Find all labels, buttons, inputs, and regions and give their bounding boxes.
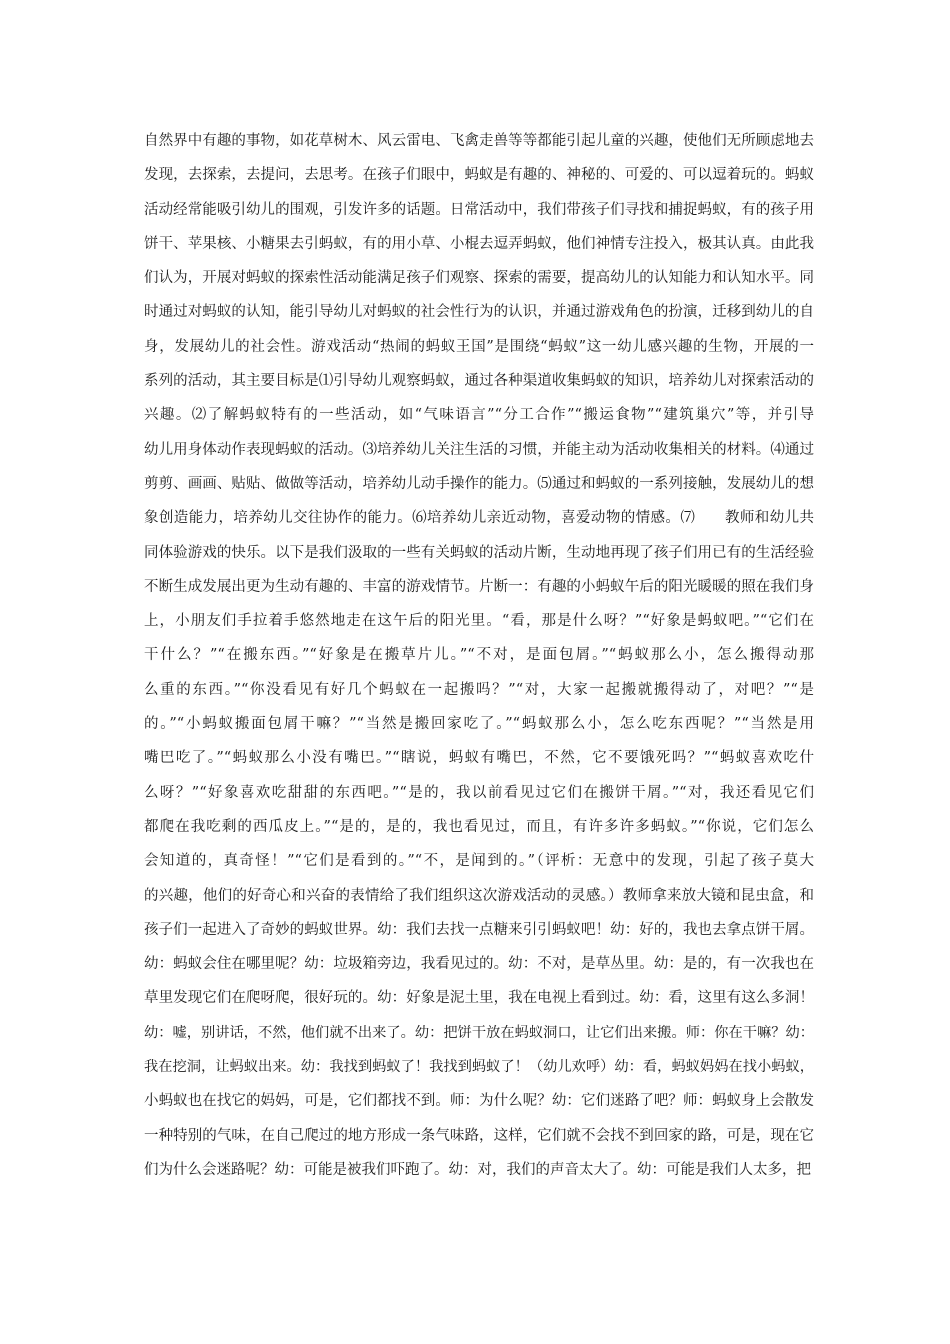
text-line: 小蚂蚁也在找它的妈妈，可是，它们都找不到。师：为什么呢？幼：它们迷路了吧？师：蚂蚁身上会散发: [144, 1093, 814, 1110]
text-line: 孩子们一起进入了奇妙的蚂蚁世界。幼：我们去找一点糖来引引蚂蚁吧！幼：好的，我也去拿点饼干屑。: [144, 921, 814, 938]
text-line: 们认为，开展对蚂蚁的探索性活动能满足孩子们观察、探索的需要，提高幼儿的认知能力和认知水平。同: [144, 270, 814, 287]
body-text: [144, 124, 814, 1187]
text-line: 象创造能力，培养幼儿交往协作的能力。⑹培养幼儿亲近动物，喜爱动物的情感。⑺ 教师和幼儿共: [144, 510, 814, 527]
text-line: 自然界中有趣的事物，如花草树木、风云雷电、飞禽走兽等等都能引起儿童的兴趣，使他们无所顾虑地去: [144, 133, 814, 149]
text-line: 幼儿用身体动作表现蚂蚁的活动。⑶培养幼儿关注生活的习惯，并能主动为活动收集相关的材料。⑷通过: [144, 441, 814, 458]
text-line: 我在挖洞，让蚂蚁出来。幼：我找到蚂蚁了！我找到蚂蚁了！（幼儿欢呼）幼：看，蚂蚁妈妈在找小蚂蚁，: [144, 1059, 814, 1076]
text-line: 会知道的，真奇怪！”“它们是看到的。”“不，是闻到的。”（评析：无意中的发现，引起了孩子莫大: [144, 853, 814, 870]
text-line: 么呀？”“好象喜欢吃甜甜的东西吧。”“是的，我以前看见过它们在搬饼干屑。”“对，我还看见它们: [144, 784, 814, 801]
text-line: 幼：嘘，别讲话，不然，他们就不出来了。幼：把饼干放在蚂蚁洞口，让它们出来搬。师：你在干嘛？幼：: [144, 1024, 814, 1041]
text-line: 草里发现它们在爬呀爬，很好玩的。幼：好象是泥土里，我在电视上看到过。幼：看，这里有这么多洞！: [144, 990, 814, 1007]
text-line: 干什么？”“在搬东西。”“好象是在搬草片儿。”“不对，是面包屑。”“蚂蚁那么小，怎么搬得动那: [144, 647, 814, 664]
text-line: 们为什么会迷路呢？幼：可能是被我们吓跑了。幼：对，我们的声音太大了。幼：可能是我们人太多，把: [144, 1161, 811, 1178]
text-line: 剪剪、画画、贴贴、做做等活动，培养幼儿动手操作的能力。⑸通过和蚂蚁的一系列接触，发展幼儿的想: [144, 475, 814, 492]
text-line: 幼：蚂蚁会住在哪里呢？幼：垃圾箱旁边，我看见过的。幼：不对，是草丛里。幼：是的，有一次我也在: [144, 956, 814, 973]
text-line: 身，发展幼儿的社会性。游戏活动“热闹的蚂蚁王国”是围绕“蚂蚁”这一幼儿感兴趣的生物，开展的一: [144, 338, 814, 355]
text-line: 时通过对蚂蚁的认知，能引导幼儿对蚂蚁的社会性行为的认识，并通过游戏角色的扮演，迁移到幼儿的自: [144, 304, 814, 321]
text-line: 的兴趣，他们的好奇心和兴奋的表情给了我们组织这次游戏活动的灵感。）教师拿来放大镜和昆虫盒，和: [144, 887, 814, 904]
text-line: 活动经常能吸引幼儿的围观，引发许多的话题。日常活动中，我们带孩子们寻找和捕捉蚂蚁，有的孩子用: [144, 201, 814, 218]
text-line: 发现，去探索，去提问，去思考。在孩子们眼中，蚂蚁是有趣的、神秘的、可爱的、可以逗着玩的。蚂蚁: [144, 167, 814, 184]
text-line: 系列的活动，其主要目标是⑴引导幼儿观察蚂蚁，通过各种渠道收集蚂蚁的知识，培养幼儿对探索活动的: [144, 373, 814, 390]
text-line: 兴趣。⑵了解蚂蚁特有的一些活动，如“气味语言”“分工合作”“搬运食物”“建筑巢穴”等，并引导: [144, 407, 814, 424]
text-line: 饼干、苹果核、小糖果去引蚂蚁，有的用小草、小棍去逗弄蚂蚁，他们神情专注投入，极其认真。由此我: [144, 235, 814, 252]
text-line: 都爬在我吃剩的西瓜皮上。”“是的，是的，我也看见过，而且，有许多许多蚂蚁。”“你说，它们怎么: [144, 818, 814, 835]
text-line: 么重的东西。”“你没看见有好几个蚂蚁在一起搬吗？”“对，大家一起搬就搬得动了，对吧？”“是: [144, 681, 814, 698]
text-line: 不断生成发展出更为生动有趣的、丰富的游戏情节。片断一：有趣的小蚂蚁午后的阳光暖暖的照在我们身: [144, 578, 814, 595]
text-line: 同体验游戏的快乐。以下是我们汲取的一些有关蚂蚁的活动片断，生动地再现了孩子们用已有的生活经验: [144, 544, 814, 561]
text-line: 嘴巴吃了。”“蚂蚁那么小没有嘴巴。”“瞎说，蚂蚁有嘴巴，不然，它不要饿死吗？”“蚂蚁喜欢吃什: [144, 750, 814, 767]
text-line: 的。”“小蚂蚁搬面包屑干嘛？”“当然是搬回家吃了。”“蚂蚁那么小，怎么吃东西呢？”“当然是用: [144, 716, 814, 733]
text-line: 一种特别的气味，在自己爬过的地方形成一条气味路，这样，它们就不会找不到回家的路，可是，现在它: [144, 1127, 814, 1144]
text-line: 上，小朋友们手拉着手悠然地走在这午后的阳光里。“看，那是什么呀？”“好象是蚂蚁吧。”“它们在: [144, 613, 814, 630]
